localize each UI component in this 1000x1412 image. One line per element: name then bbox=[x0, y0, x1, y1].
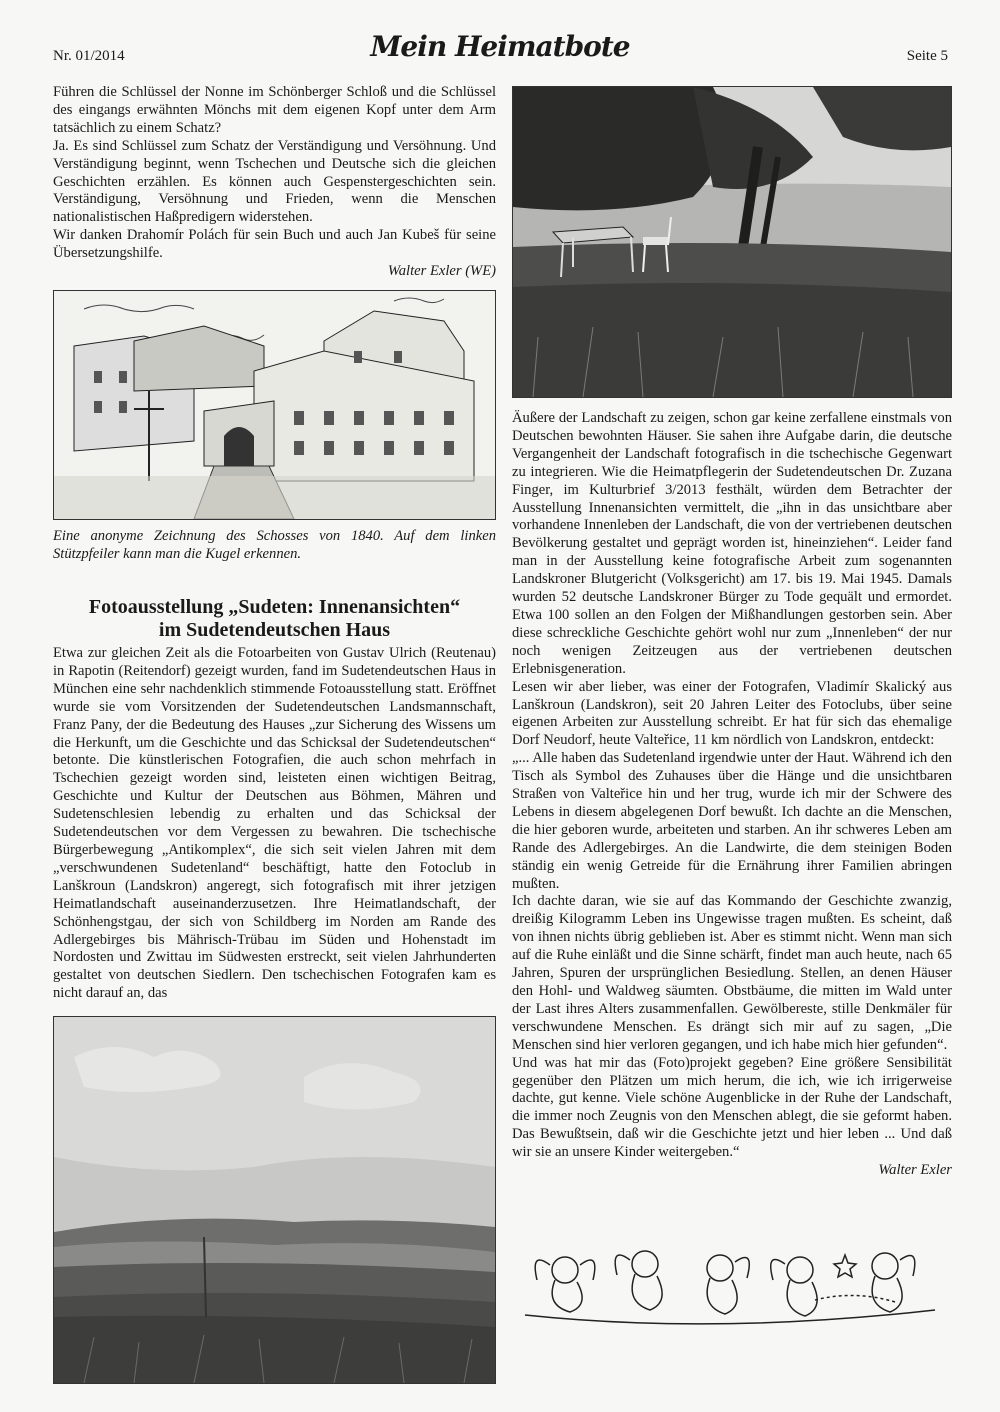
paragraph: Lesen wir aber lieber, was einer der Fotografen, Vladimír Skalický aus Lanškroun (Landskron), seit 20 Jahren Leiter des Fotoclubs, über seine eigenen Arbeiten zur Ausstellung schreibt. Er hat für sich das ehemalige Dorf Neudorf, heute Valteřice, 11 km nördlich von Landskron, entdeckt: bbox=[512, 678, 952, 749]
paragraph: Führen die Schlüssel der Nonne im Schönberger Schloß und die Schlüssel des eingangs erwähnten Mönchs mit dem eigenen Kopf unter dem Arm tatsächlich zu einem Schatz? bbox=[53, 84, 496, 136]
paragraph: Äußere der Landschaft zu zeigen, schon gar keine zerfallene einstmals von Deutschen bewohnten Häuser. Sie sahen ihre Aufgabe darin, die deutsche Vergangenheit der Landschaft fotografisch in die tschechische Gegenwart zu integrieren. Wie die Heimatpflegerin der Sudetendeutschen Dr. Zuzana Finger, im Kulturbrief 3/2013 festhält, würden dem Betrachter der Ausstellung Innenansichten vermittelt, die „ihn in das unsichtbare aber vorhandene Innenleben der Landschaft, die von der vertriebenen deutschen Bevölkerung gestaltet und geprägt worden ist, hineinziehen“. Leider fand man in der Ausstellung keine fotografische Arbeit zum sogenannten Landskroner Blutgericht (Volksgericht) am 17. bis 19. Mai 1945. Damals wurden 52 deutsche Landskroner Bürger zu Tode gequält und ermordet. Etwa 100 sollen an den Folgen der Mißhandlungen gestorben sein. Aber diese schreckliche Geschichte gehört wohl nur zum „Innenleben“ der nur noch wenigen Zeitzeugen aus der vertriebenen deutschen Erlebnisgeneration. bbox=[512, 410, 952, 677]
article-body-left bbox=[53, 645, 496, 1003]
left-intro-text bbox=[53, 84, 496, 281]
paragraph: Ja. Es sind Schlüssel zum Schatz der Verständigung und Versöhnung. Und Verständigung beginnt, wenn Tschechen und Deutsche sich die gleichen Geschichten erzählen. Es können auch Gespenstergeschichten sein. Verständigung, Versöhnung und Frieden, wenn die Menschen nationalistischen Haßpredigern widerstehen. bbox=[53, 137, 496, 226]
article-title-line1: Fotoausstellung „Sudeten: Innenansichten“ bbox=[88, 596, 461, 618]
meadow-table-photo bbox=[512, 86, 952, 398]
author-signature: Walter Exler (WE) bbox=[387, 263, 496, 280]
article-body-right bbox=[512, 410, 952, 1180]
article-title bbox=[53, 596, 496, 642]
paragraph: „... Alle haben das Sudetenland irgendwie unter der Haut. Während ich den Tisch als Symbol des Zuhauses über die Hänge und die unsichtbaren Straßen von Valteřice hin und her trug, wurde ich mir der Schwere des Lebens in diesem abgelegenen Dorf bewußt. Ich dachte an die Menschen, die hier geboren wurde, arbeiteten und starben. An ihr schweres Leben am Rande des Adlergebirges. An die Landwirte, die dem steinigen Boden ständig ein wenig Getreide für die Ernährung ihrer Familien abringen mußten. bbox=[512, 750, 952, 892]
paragraph: Etwa zur gleichen Zeit als die Fotoarbeiten von Gustav Ulrich (Reutenau) in Rapotin (Reitendorf) gezeigt wurden, fand im Sudetendeutschen Haus in München eine sehr nachdenklich stimmende Fotoausstellung statt. Eröffnet wurde sie vom Vorsitzenden der Sudetendeutschen Landsmannschaft, Franz Pany, der die Bedeutung des Hauses „zur Sicherung des Wissens um die Herkunft, um die Geschichte und das Schicksal der Sudetendeutschen“ betonte. Die künstlerischen Fotografien, die auch schon mehrfach in Tschechien gezeigt worden sind, leisteten einen wichtigen Beitrag, Geschichte und Kultur der Deutschen aus Böhmen, Mähren und Sudetenschlesien lebendig zu erhalten und das Schicksal der Sudetendeutschen vor dem Vergessen zu bewahren. Die tschechische Bürgerbewegung „Antikomplex“, die sich seit vielen Jahren mit dem „verschwundenen Sudetenland“ beschäftigt, hatte den Fotoclub in Lanškroun (Landskron) angeregt, sich fotografisch mit ihrer jetzigen Heimatlandschaft auseinanderzusetzen. Ihre Heimatlandschaft, der Schönhengstgau, der sich von Schildberg im Norden am Rande des Adlergebirges bis Mährisch-Trübau im Süden und Hohenstadt im Nordosten und Zwittau im Südwesten erstreckt, seit vielen Jahrhunderten gestaltet von deutschen Siedlern. Den tschechischen Fotografen kam es nicht darauf an, das bbox=[53, 645, 496, 1002]
landscape-photo bbox=[53, 1016, 496, 1384]
paragraph: Wir danken Drahomír Polách für sein Buch und auch Jan Kubeš für seine Übersetzungshilfe. bbox=[53, 227, 496, 262]
page-number: Seite 5 bbox=[906, 48, 948, 64]
masthead-title: Mein Heimatbote bbox=[370, 30, 630, 63]
paragraph: Und was hat mir das (Foto)projekt gegeben? Eine größere Sensibilität gegenüber den Plätzen um mich herum, die ich, wie ich irrigerweise dachte, gut kenne. Viele schöne Augenblicke in der Ruhe der Landschaft, die immer noch Zeugnis von den Menschen ablegt, die sie geformt haben. Das Bewußtsein, daß wir die Geschichte jetzt und hier leben ... Und daß wir sie an unsere Kinder weitergeben.“ bbox=[512, 1054, 952, 1161]
drawing-caption: Eine anonyme Zeichnung des Schosses von 1840. Auf dem linken Stützpfeiler kann man die Kugel erkennen. bbox=[53, 528, 496, 562]
article-title-line2: im Sudetendeutschen Haus bbox=[158, 619, 391, 641]
castle-drawing bbox=[53, 290, 496, 520]
paragraph: Ich dachte daran, wie sie auf das Kommando der Geschichte zwanzig, dreißig Kilogramm Leben ins Ungewisse tragen mußten. Es scheint, daß von ihnen nichts übrig geblieben ist. Aber es stimmt nicht. Wenn man sich auf die Ruhe einläßt und die Sinne schärft, findet man auch heute, nach 65 Jahren, Spuren der ursprünglichen Besiedlung. Stellen, an denen Häuser den Hohl- und Waldweg säumten. Obstbäume, die mitten im Wald unter der Last ihres Alters zusammenfallen. Gewölbereste, stille Denkmäler für verschwundene Menschen. Es drängt sich mir auf zu sagen, „Die Menschen sind hier verloren gegangen, und ich habe mich hier gefunden“. bbox=[512, 893, 952, 1053]
issue-number: Nr. 01/2014 bbox=[53, 48, 125, 64]
angels-ornament bbox=[515, 1240, 947, 1330]
author-signature: Walter Exler bbox=[878, 1162, 952, 1179]
page-header bbox=[0, 0, 1000, 80]
